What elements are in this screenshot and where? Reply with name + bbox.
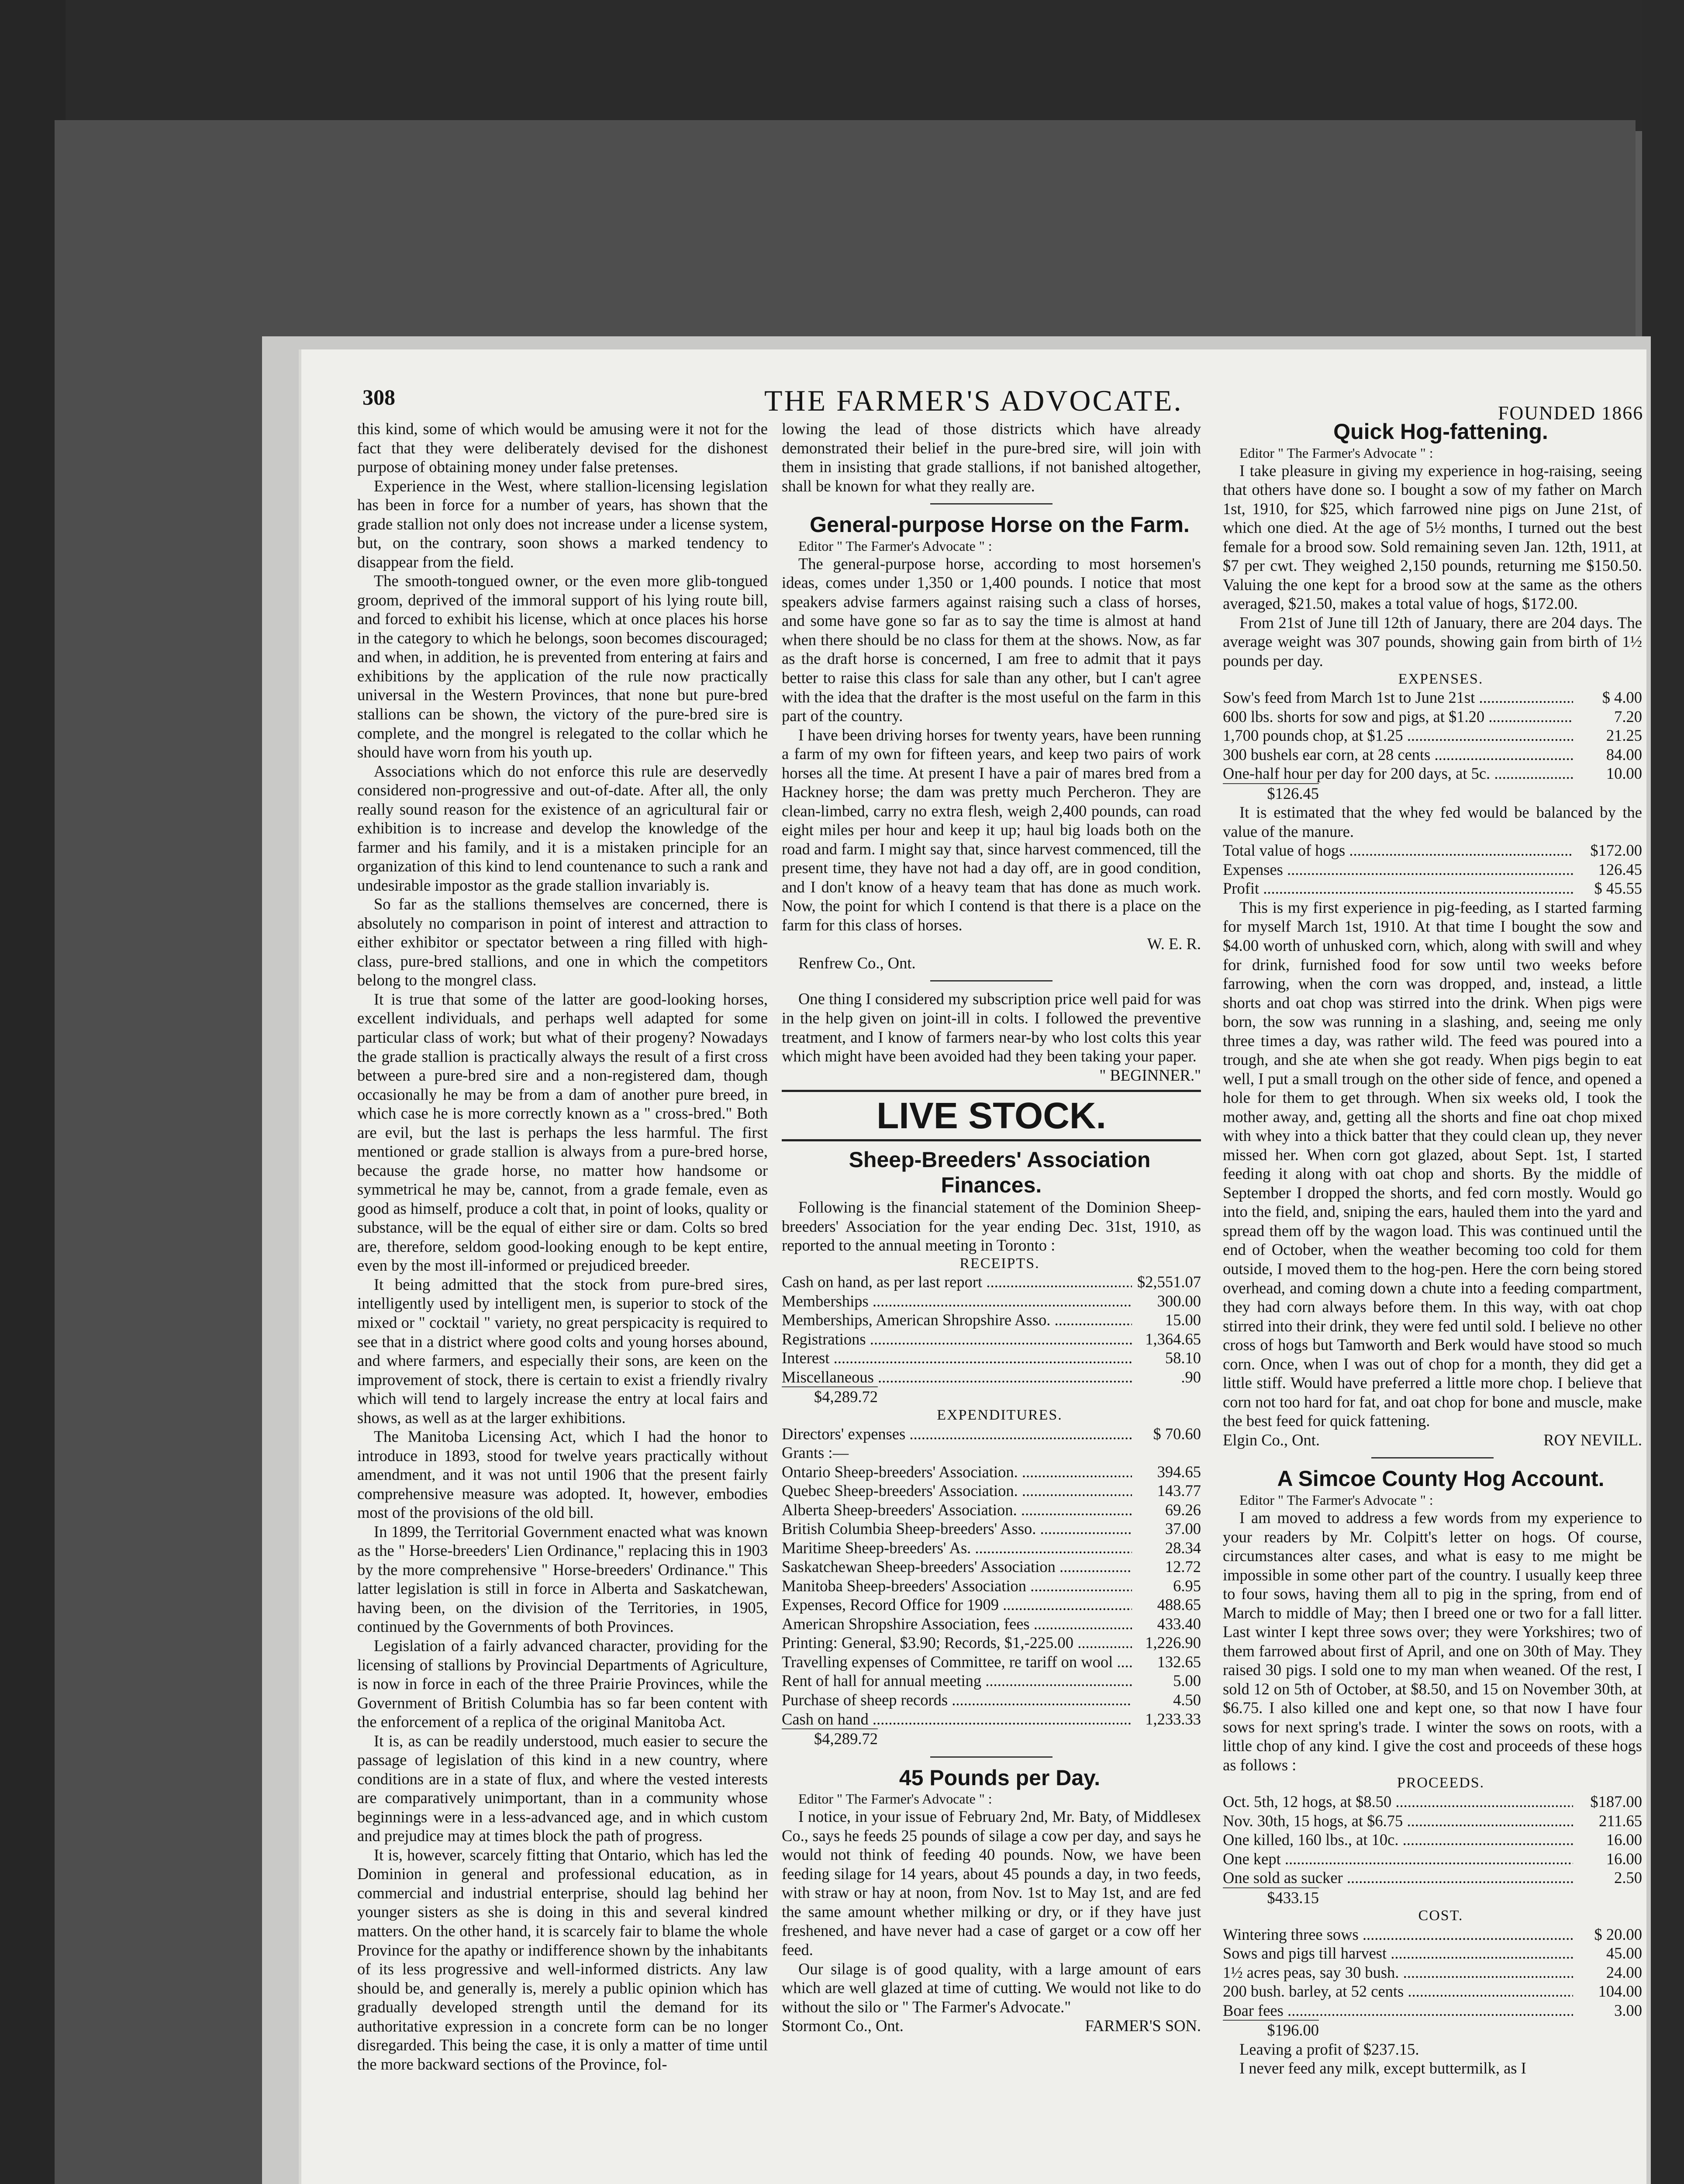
row-amount: 4.50 [1173, 1690, 1201, 1709]
table-total: $4,289.72 [782, 1728, 878, 1749]
table-row [782, 1671, 1201, 1690]
row-label: Nov. 30th, 15 hogs, at $6.75 ..... [1223, 1811, 1573, 1831]
article-title: General-purpose Horse on the Farm. [810, 512, 1190, 537]
table-row [1223, 860, 1642, 879]
signature-line [1223, 1431, 1642, 1450]
page-number: 308 [362, 385, 395, 409]
row-label: British Columbia Sheep-breeders' Asso. ..... [782, 1519, 1132, 1538]
divider [930, 980, 1052, 981]
row-amount: 143.77 [1157, 1482, 1201, 1500]
table-heading: EXPENDITURES. [937, 1407, 1063, 1423]
row-label: One sold as sucker ..... [1223, 1868, 1573, 1887]
row-amount: $ 20.00 [1594, 1925, 1642, 1943]
row-amount: 2.50 [1614, 1869, 1642, 1887]
table-row [782, 1443, 1201, 1462]
divider [930, 503, 1052, 505]
row-label: Saskatchewan Sheep-breeders' Association ..... [782, 1557, 1132, 1576]
table-row [782, 1500, 1201, 1520]
row-label: Purchase of sheep records ..... [782, 1690, 1132, 1710]
article-title: A Simcoe County Hog Account. [1277, 1466, 1605, 1491]
row-amount: 433.40 [1157, 1614, 1201, 1633]
table-row [1223, 879, 1642, 898]
row-amount: 16.00 [1606, 1849, 1642, 1868]
row-amount: 16.00 [1606, 1831, 1642, 1849]
divider [1371, 1457, 1494, 1458]
row-amount: 15.00 [1165, 1311, 1201, 1329]
paragraph: this kind, some of which would be amusing were it not for the fact that they were deliberately devised for the dishonest purpose of obtaining money under false pretenses. [357, 420, 768, 476]
row-amount: $172.00 [1590, 841, 1642, 860]
row-amount: $ 4.00 [1602, 688, 1642, 707]
row-label: 200 bush. barley, at 52 cents ..... [1223, 1982, 1573, 2001]
table-row [1223, 688, 1642, 707]
paragraph: The Manitoba Licensing Act, which I had the honor to introduce in 1893, stood for twelve years practically without amendment, and it was not until 1906 that the present fairly comprehensive measure was adopted. It, however, embodies most of the provisions of the old bill. [357, 1427, 768, 1522]
row-amount [1132, 1443, 1201, 1462]
row-amount: 1,233.33 [1145, 1710, 1201, 1728]
row-amount: 300.00 [1157, 1292, 1201, 1310]
table-row [782, 1310, 1201, 1330]
table-total: $126.45 [1223, 783, 1319, 803]
divider [930, 1756, 1052, 1758]
row-label: Grants :— [782, 1444, 849, 1462]
paragraph: Legislation of a fairly advanced character, providing for the licensing of stallions by Provincial Departments of Agriculture, is now in force in each of the three Prairie Provinces, while the Government of British Columbia has so far been content with the enforcement of a replica of the original Manitoba Act. [357, 1637, 768, 1731]
signature: FARMER'S SON. [1085, 2017, 1201, 2035]
table-row [782, 1710, 1201, 1729]
table-row [1223, 1830, 1642, 1849]
paragraph: I notice, in your issue of February 2nd, Mr. Baty, of Middlesex Co., says he feeds 25 pounds of silage a cow per day, and says he would not think of feeding 40 pounds. Now, we have been feeding silage for 14 years, about 45 pounds a day, in two feeds, with straw or hay at noon, from Nov. 1st to May 1st, and are fed the same amount whether milking or dry, or if they have just freshened, and have never had a case of garget or a cow off her feed. [782, 1807, 1201, 1959]
table-row [782, 1330, 1201, 1349]
page-title: THE FARMER'S ADVOCATE. [764, 384, 1183, 417]
table-row [1223, 764, 1642, 783]
table-row [782, 1348, 1201, 1368]
row-label: Quebec Sheep-breeders' Association. ..... [782, 1481, 1132, 1500]
table-row [782, 1368, 1201, 1387]
row-amount: 24.00 [1606, 1963, 1642, 1981]
table-row [782, 1481, 1201, 1500]
row-label: Cash on hand ..... [782, 1710, 1132, 1729]
place-line: Renfrew Co., Ont. [798, 954, 916, 972]
paragraph: Our silage is of good quality, with a large amount of ears which are well glazed at time of cutting. We would not like to do without the silo or " The Farmer's Advocate." [782, 1959, 1201, 2016]
paragraph: I never feed any milk, except buttermilk, as I [1239, 2059, 1526, 2077]
row-amount: 1,226.90 [1145, 1634, 1201, 1652]
row-amount: 7.20 [1614, 707, 1642, 726]
column-1 [357, 419, 768, 2073]
paragraph: I have been driving horses for twenty years, have been running a farm of my own for fifteen years, and keep two pairs of work horses all the time. At present I have a pair of mares bred from a Hackney horse; the dam was pretty much Percheron. They are clean-limbed, carry no extra flesh, weigh 2,400 pounds, can road eight miles per hour and keep it up; haul big loads both on the road and farm. I might say that, since harvest commenced, till the present time, they have not had a day off, are in good condition, and I don't know of a heavy team that has done as much work. Now, the point for which I contend is that there is a place on the farm for this class of horses. [782, 726, 1201, 934]
row-label: Expenses ..... [1223, 860, 1573, 879]
row-amount: 12.72 [1165, 1558, 1201, 1576]
editor-line: Editor " The Farmer's Advocate " : [1239, 1492, 1433, 1508]
editor-line: Editor " The Farmer's Advocate " : [798, 1791, 992, 1807]
table-row [782, 1538, 1201, 1558]
row-amount: 37.00 [1165, 1520, 1201, 1538]
signature: ROY NEVILL. [1543, 1431, 1642, 1449]
row-label: Printing: General, $3.90; Records, $1,-225.00 ..... [782, 1633, 1132, 1652]
paragraph: It is, as can be readily understood, much easier to secure the passage of legislation of this kind in a new country, where conditions are in a state of flux, and where the vested interests are comparatively unimportant, than in a community whose beginnings were in a less-advanced age, and in which custom and prejudice may at times block the path of progress. [357, 1731, 768, 1845]
row-label: Rent of hall for annual meeting ..... [782, 1671, 1132, 1690]
table-row [1223, 1811, 1642, 1831]
place-line: Stormont Co., Ont. [782, 2017, 904, 2035]
cost-table [1223, 1925, 1642, 2040]
row-amount: 84.00 [1606, 745, 1642, 764]
table-row [1223, 841, 1642, 860]
table-row [782, 1272, 1201, 1292]
column-3 [1223, 419, 1642, 2078]
row-amount: 21.25 [1606, 726, 1642, 745]
row-label: Expenses, Record Office for 1909 ..... [782, 1595, 1132, 1614]
editor-line: Editor " The Farmer's Advocate " : [798, 538, 992, 554]
row-label: Memberships ..... [782, 1292, 1132, 1311]
table-row [1223, 745, 1642, 764]
row-amount: 126.45 [1598, 860, 1642, 878]
paragraph: From 21st of June till 12th of January, there are 204 days. The average weight was 307 pounds, showing gain from birth of 1½ pounds per day. [1223, 613, 1642, 670]
table-total: $196.00 [1223, 2020, 1319, 2040]
table-heading: COST. [1418, 1908, 1463, 1924]
row-label: Oct. 5th, 12 hogs, at $8.50 ..... [1223, 1792, 1573, 1811]
row-label: One-half hour per day for 200 days, at 5c. ..... [1223, 764, 1573, 783]
table-row [782, 1576, 1201, 1596]
row-amount: 394.65 [1157, 1462, 1201, 1481]
row-amount: 6.95 [1173, 1576, 1201, 1595]
table-row [782, 1519, 1201, 1538]
row-amount: 58.10 [1165, 1349, 1201, 1367]
row-label: 300 bushels ear corn, at 28 cents ..... [1223, 745, 1573, 764]
signature: W. E. R. [1147, 935, 1201, 953]
row-label: Sow's feed from March 1st to June 21st ..... [1223, 688, 1573, 707]
row-label: Total value of hogs ..... [1223, 841, 1573, 860]
table-row [1223, 1963, 1642, 1982]
table-total: $4,289.72 [782, 1386, 878, 1406]
row-amount: 132.65 [1157, 1652, 1201, 1671]
row-amount: 45.00 [1606, 1944, 1642, 1963]
table-row [1223, 1792, 1642, 1811]
table-row [1223, 1925, 1642, 1944]
paragraph: The general-purpose horse, according to most horsemen's ideas, comes under 1,350 or 1,400 pounds. I notice that most speakers advise farmers against raising such a class of horses, and some have gone so far as to say the time is almost at hand when there should be no class for them at the shows. Now, as far as the draft horse is concerned, I am free to admit that it pays better to raise this class for sale than any other, but I can't agree with the idea that the drafter is the most useful on the farm in this part of the country. [782, 554, 1201, 725]
table-heading: PROCEEDS. [1397, 1775, 1485, 1791]
paragraph: lowing the lead of those districts which have already demonstrated their belief in the pure-bred sire, will join with them in insisting that grade stallions, if not banished altogether, shall be known for what they really are. [782, 420, 1201, 495]
paragraph: Associations which do not enforce this rule are deservedly considered non-progressive and out-of-date. After all, the only really sound reason for the existence of an agricultural fair or exhibition is to increase and develop the knowledge of the farmer and his family, and it is a mistaken principle for an organization of this kind to lend countenance to such a rank and undesirable impostor as the grade stallion invariably is. [357, 762, 768, 894]
signature: " BEGINNER." [1099, 1066, 1201, 1084]
table-row [782, 1633, 1201, 1652]
row-label: Sows and pigs till harvest ..... [1223, 1944, 1573, 1963]
expenditures-table [782, 1424, 1201, 1749]
paragraph: It being admitted that the stock from pure-bred sires, intelligently used by intelligent men, is superior to stock of the mixed or " cocktail " variety, no great perspicacity is required to see that in a district where good colts and young horses abound, and where farmers, and especially their sons, are keen on the improvement of stock, there is certain to exist a friendly rivalry which will tend to largely increase the entry at local fairs and shows, as well as at the larger exhibitions. [357, 1275, 768, 1427]
row-amount: 69.26 [1165, 1500, 1201, 1519]
row-amount: 3.00 [1614, 2001, 1642, 2019]
row-amount: 10.00 [1606, 764, 1642, 783]
scan-background-top [0, 0, 1684, 131]
table-row [1223, 1944, 1642, 1963]
row-label: Maritime Sheep-breeders' As. ..... [782, 1538, 1132, 1558]
place-line: Elgin Co., Ont. [1223, 1431, 1320, 1449]
table-total: $433.15 [1223, 1887, 1319, 1908]
article-title: 45 Pounds per Day. [899, 1765, 1101, 1790]
paragraph: It is true that some of the latter are good-looking horses, excellent individuals, and perhaps well adapted for some particular class of work; but what of their progeny? Nowadays the grade stallion is practically always the result of a first cross between a pure-bred sire and a non-registered dam, though occasionally he may be from a dam of another pure breed, in which case he is more correctly known as a " cross-bred." Both are evil, but the last is perhaps the less harmful. The first mentioned or grade stallion is always from a pure-bred horse, because the grade horse, no matter how handsome or symmetrical he may be, cannot, from a grade female, even as good as himself, produce a colt that, in point of looks, quality or substance, will be the equal of either sire or dam. Colts so bred are, therefore, seldom good-looking enough to be kept entire, even by the most ill-informed or prejudiced breeder. [357, 990, 768, 1275]
table-row [782, 1424, 1201, 1444]
editor-line: Editor " The Farmer's Advocate " : [1239, 445, 1433, 461]
row-label: One killed, 160 lbs., at 10c. ..... [1223, 1830, 1573, 1849]
row-label: Miscellaneous ..... [782, 1368, 1132, 1387]
paragraph: I take pleasure in giving my experience in hog-raising, seeing that others have done so. I bought a sow of my father on March 1st, 1910, for $25, which farrowed nine pigs on June 21st, of which one died. At the age of 5½ months, I turned out the best female for a brood sow. Sold remaining seven Jan. 12th, 1911, at $7 per cwt. They weighed 2,150 pounds, returning me $150.50. Valuing the one kept for a brood sow at the same as the others averaged, $21.50, makes a total value of hogs, $172.00. [1223, 461, 1642, 613]
hog-summary-table [1223, 841, 1642, 898]
paragraph: This is my first experience in pig-feeding, as I started farming for myself March 1st, 1910. At that time I bought the sow and $4.00 worth of unhusked corn, which, along with swill and whey for drink, furnished food for sow until two weeks before farrowing, when the corn was dropped, and, instead, a little shorts and oat chop was stirred into the drink. When pigs were born, the sow was running in a slashing, and, seeing me only three times a day, was rather wild. The feed was poured into a trough, and she ate when she got ready. When pigs begin to eat well, I put a small trough on the other side of fence, and opened a hole for them to get through. When six weeks old, I took the mother away, and, getting all the shorts and fine oat chop mixed with whey into a thick batter that they could clean up, they never missed her. When corn got glazed, about Sept. 1st, I started feeding it along with oat chop and shorts. By the middle of September I dropped the shorts, and fed corn mostly. Would go into the field, and, sniping the ears, hauled them into the yard and spread them off by the wagon load. This was continued until the end of October, when the weather becoming too cold for them outside, I moved them to the hog-pen. Here the corn being stored overhead, and coming down a chute into a feeding compartment, they had corn always before them. In this way, with oat chop stirred into their drink, they were fed until sold. I believe no other cross of hogs but Tamworth and Berk would have stood so much corn. Once, when I was out of chop for a month, they did get a little stiff. Would have preferred a little more chop. I believe that corn not too hard for fat, and oat chop for bone and muscle, make the best feed for quick fattening. [1223, 898, 1642, 1430]
hog-expenses-table [1223, 688, 1642, 803]
table-row [782, 1557, 1201, 1576]
founded-note: FOUNDED 1866 [1498, 402, 1644, 424]
table-row [1223, 1868, 1642, 1887]
table-row [1223, 1982, 1642, 2001]
table-row [1223, 726, 1642, 745]
paragraph: So far as the stallions themselves are concerned, there is absolutely no comparison in point of interest and attraction to either exhibitor or spectator between a ring filled with high-class, pure-bred stallions, and one in which the competitors belong to the mongrel class. [357, 895, 768, 989]
paragraph: Leaving a profit of $237.15. [1239, 2040, 1419, 2058]
section-banner: LIVE STOCK. [782, 1090, 1201, 1141]
table-row [782, 1595, 1201, 1614]
row-amount: 1,364.65 [1145, 1330, 1201, 1348]
table-row [1223, 2001, 1642, 2020]
paragraph: It is estimated that the whey fed would be balanced by the value of the manure. [1223, 803, 1642, 840]
row-amount: $ 70.60 [1153, 1424, 1201, 1443]
table-row [1223, 707, 1642, 726]
row-amount: 28.34 [1165, 1538, 1201, 1557]
receipts-table [782, 1272, 1201, 1406]
newspaper-page [301, 349, 1646, 2184]
row-label: Cash on hand, as per last report ..... [782, 1272, 1132, 1292]
table-row [782, 1292, 1201, 1311]
row-label: Directors' expenses ..... [782, 1424, 1132, 1444]
table-row [782, 1652, 1201, 1672]
proceeds-table [1223, 1792, 1642, 1907]
column-2 [782, 419, 1201, 2035]
row-label: Manitoba Sheep-breeders' Association ..... [782, 1576, 1132, 1596]
table-heading: RECEIPTS. [959, 1255, 1040, 1272]
row-label: Profit ..... [1223, 879, 1573, 898]
row-amount: 211.65 [1598, 1811, 1642, 1830]
paragraph: One thing I considered my subscription price well paid for was in the help given on joint-ill in colts. I followed the preventive treatment, and I know of farmers near-by who lost colts this year which might have been avoided had they been taking your paper. [782, 990, 1201, 1065]
paragraph: The smooth-tongued owner, or the even more glib-tongued groom, deprived of the immoral support of his lying route bill, and forced to exhibit his license, which at once places his horse in the category to which he belongs, soon becomes discouraged; and when, in addition, he is prevented from entering at fairs and exhibitions by the application of the rule now practically universal in the Western Provinces, that none but pure-bred stallions can be shown, the victory of the pure-bred sire is complete, and the mongrel is relegated to the collar which he should have worn from his youth up. [357, 572, 768, 761]
row-amount: $ 45.55 [1594, 879, 1642, 898]
signature-line [782, 2016, 1201, 2035]
row-label: Interest ..... [782, 1348, 1132, 1368]
row-label: Registrations ..... [782, 1330, 1132, 1349]
row-label: 1½ acres peas, say 30 bush. ..... [1223, 1963, 1573, 1982]
row-label: 1,700 pounds chop, at $1.25 ..... [1223, 726, 1573, 745]
paragraph: Experience in the West, where stallion-licensing legislation has been in force for a number of years, has shown that the grade stallion not only does not increase under a license system, but, on the contrary, soon shows a marked tendency to disappear from the field. [357, 477, 768, 571]
row-label: Travelling expenses of Committee, re tariff on wool ..... [782, 1652, 1132, 1672]
table-row [782, 1462, 1201, 1482]
row-label: Alberta Sheep-breeders' Association. ..... [782, 1500, 1132, 1520]
row-label: 600 lbs. shorts for sow and pigs, at $1.20 ..... [1223, 707, 1573, 726]
paragraph: In 1899, the Territorial Government enacted what was known as the " Horse-breeders' Lien Ordinance," replacing this in 1903 by the more comprehensive " Horse-breeders' Ordinance." This latter legislation is still in force in Alberta and Saskatchewan, having been, on the division of the Territories, in 1905, continued by the Governments of both Provinces. [357, 1522, 768, 1636]
table-row [782, 1690, 1201, 1710]
row-amount: 104.00 [1598, 1982, 1642, 2001]
row-amount: 488.65 [1157, 1596, 1201, 1614]
row-label: Boar fees ..... [1223, 2001, 1573, 2020]
paragraph: I am moved to address a few words from my experience to your readers by Mr. Colpitt's letter on hogs. Of course, circumstances alter cases, and what is easy to me might be impossible in some other part of the country. I usually keep three to four sows, having them all to pig in the spring, from end of March to middle of May; then I breed one or two for a fall litter. Last winter I kept three sows over; they were Yorkshires; two of them farrowed about first of April, and one on 30th of May. They raised 30 pigs. I sold one to my man when weaned. Of the rest, I sold 12 on 5th of October, at $8.50, and 15 on November 30th, at $6.75. I also killed one and kept one, so that now I have four sows for next spring's trade. I winter the sows on roots, with a little chop of any kind. I give the cost and proceeds of these hogs as follows : [1223, 1508, 1642, 1774]
row-amount: 5.00 [1173, 1672, 1201, 1690]
row-label: Memberships, American Shropshire Asso. ..... [782, 1310, 1132, 1330]
row-amount: $187.00 [1590, 1792, 1642, 1811]
paragraph: It is, however, scarcely fitting that Ontario, which has led the Dominion in general and professional education, as in commercial and industrial enterprise, should lag behind her younger sisters as she is doing in this and several kindred matters. On the other hand, it is scarcely fair to blame the whole Province for the apathy or indifference shown by the inhabitants of its less progressive and well-informed districts. Any law should be, and generally is, merely a public opinion which has gradually developed strength until the demand for its authoritative expression in a concrete form can be no longer disregarded. This being the case, it is only a matter of time until the more backward sections of the Province, fol- [357, 1845, 768, 2073]
row-label: Wintering three sows ..... [1223, 1925, 1573, 1944]
paragraph: Following is the financial statement of the Dominion Sheep-breeders' Association for the year ending Dec. 31st, 1910, as reported to the annual meeting in Toronto : [782, 1198, 1201, 1254]
row-amount: $2,551.07 [1137, 1273, 1201, 1291]
article-title: Sheep-Breeders' Association Finances. [849, 1147, 1151, 1197]
table-row [782, 1614, 1201, 1634]
row-label: American Shropshire Association, fees ..... [782, 1614, 1132, 1634]
page-header [301, 349, 1646, 424]
row-label: One kept ..... [1223, 1849, 1573, 1869]
table-heading: EXPENSES. [1398, 670, 1484, 687]
row-amount: .90 [1181, 1368, 1201, 1386]
table-row [1223, 1849, 1642, 1869]
row-label: Ontario Sheep-breeders' Association. ..... [782, 1462, 1132, 1482]
article-title: Quick Hog-fattening. [1333, 419, 1548, 444]
